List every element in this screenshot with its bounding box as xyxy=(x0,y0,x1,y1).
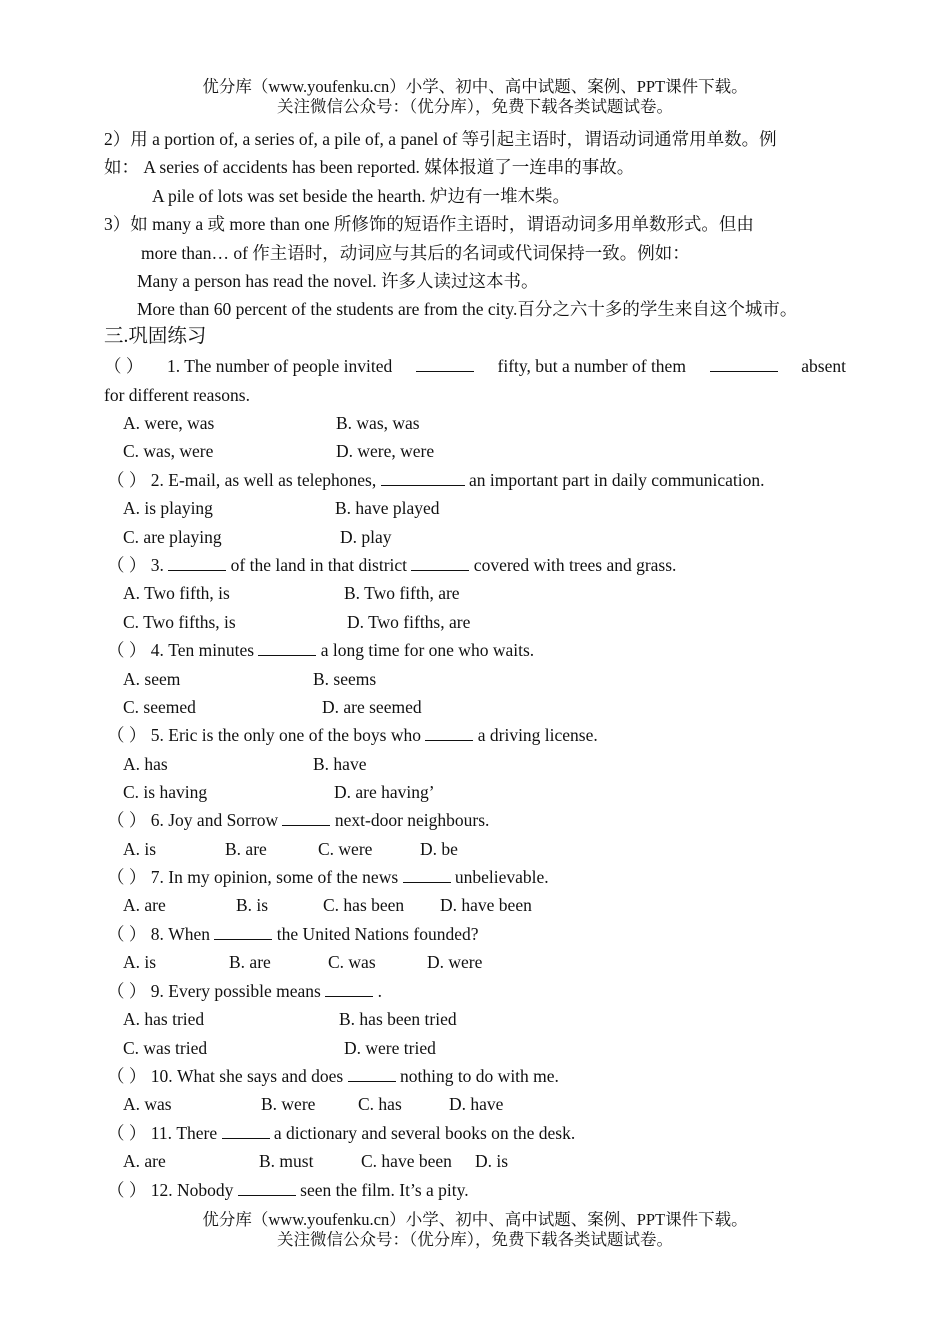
question-text: unbelievable. xyxy=(454,867,549,887)
question-text: 4. Ten minutes xyxy=(150,640,255,660)
answer-paren[interactable]: （ ） xyxy=(107,924,147,944)
answer-blank xyxy=(710,355,778,372)
question-text: . xyxy=(377,981,382,1001)
note-3-line-4: More than 60 percent of the students are from the city.百分之六十多的学生来自这个城市。 xyxy=(137,299,798,319)
answer-paren[interactable]: （ ） xyxy=(104,356,144,376)
option-d[interactable]: D. were tried xyxy=(344,1038,436,1058)
question-text: 12. Nobody xyxy=(150,1180,234,1200)
question-1 xyxy=(104,355,846,377)
option-c[interactable]: C. was, were xyxy=(123,441,214,461)
option-a[interactable]: A. is playing xyxy=(123,498,213,518)
option-c[interactable]: C. Two fifths, is xyxy=(123,612,236,632)
answer-blank xyxy=(258,639,316,656)
question-text: of the land in that district xyxy=(230,555,408,575)
answer-paren[interactable]: （ ） xyxy=(107,810,147,830)
question-text: 10. What she says and does xyxy=(150,1066,344,1086)
answer-paren[interactable]: （ ） xyxy=(107,867,147,887)
question-text: 3. xyxy=(150,555,164,575)
question-6 xyxy=(107,809,489,831)
option-b[interactable]: B. are xyxy=(229,952,271,972)
question-12 xyxy=(107,1179,469,1201)
answer-paren[interactable]: （ ） xyxy=(107,640,147,660)
answer-blank xyxy=(214,923,272,940)
question-4 xyxy=(107,639,534,661)
question-text: 6. Joy and Sorrow xyxy=(150,810,279,830)
option-d[interactable]: D. were xyxy=(427,952,483,972)
note-3-line-1: 3）如 many a 或 more than one 所修饰的短语作主语时，谓语动词多用单数形式。但由 xyxy=(104,214,754,234)
option-c[interactable]: C. was tried xyxy=(123,1038,208,1058)
header-line-2: 关注微信公众号：（优分库），免费下载各类试题试卷。 xyxy=(277,97,673,116)
question-text: 11. There xyxy=(150,1123,218,1143)
question-text: 9. Every possible means xyxy=(150,981,321,1001)
option-b[interactable]: B. seems xyxy=(313,669,377,689)
answer-paren[interactable]: （ ） xyxy=(107,1066,147,1086)
option-c[interactable]: C. has xyxy=(358,1094,402,1114)
question-text: fifty, but a number of them xyxy=(497,356,686,376)
question-text: 7. In my opinion, some of the news xyxy=(150,867,399,887)
footer-line-1: 优分库（www.youfenku.cn）小学、初中、高中试题、案例、PPT课件下载。 xyxy=(202,1210,748,1229)
note-2-line-1 xyxy=(104,128,846,150)
option-d[interactable]: D. are seemed xyxy=(322,697,422,717)
option-a[interactable]: A. is xyxy=(123,952,157,972)
answer-blank xyxy=(325,980,373,997)
question-9 xyxy=(107,980,382,1002)
question-11 xyxy=(107,1122,575,1144)
option-a[interactable]: A. has tried xyxy=(123,1009,205,1029)
option-d[interactable]: D. have xyxy=(449,1094,504,1114)
answer-blank xyxy=(348,1065,396,1082)
question-7 xyxy=(107,866,549,888)
question-text: a driving license. xyxy=(477,725,598,745)
question-2 xyxy=(107,469,764,491)
question-text: covered with trees and grass. xyxy=(473,555,677,575)
option-d[interactable]: D. be xyxy=(420,839,458,859)
answer-blank xyxy=(403,866,451,883)
option-b[interactable]: B. are xyxy=(225,839,267,859)
answer-blank xyxy=(168,554,226,571)
question-text: absent xyxy=(801,356,846,376)
answer-paren[interactable]: （ ） xyxy=(107,1123,147,1143)
question-text: the United Nations founded? xyxy=(276,924,479,944)
note-2-line-2: 如： A series of accidents has been reported. 媒体报道了一连串的事故。 xyxy=(104,157,635,177)
answer-blank xyxy=(416,355,474,372)
option-c[interactable]: C. were xyxy=(318,839,373,859)
option-d[interactable]: D. were, were xyxy=(336,441,435,461)
note-3-line-3: Many a person has read the novel. 许多人读过这本书。 xyxy=(137,271,539,291)
option-d[interactable]: D. is xyxy=(475,1151,509,1171)
option-a[interactable]: A. was xyxy=(123,1094,172,1114)
answer-blank xyxy=(282,809,330,826)
footer-line-2: 关注微信公众号：（优分库），免费下载各类试题试卷。 xyxy=(277,1230,673,1249)
option-c[interactable]: C. have been xyxy=(361,1151,452,1171)
option-b[interactable]: B. must xyxy=(259,1151,314,1171)
option-b[interactable]: B. Two fifth, are xyxy=(344,583,460,603)
question-text: 1. The number of people invited xyxy=(167,356,393,376)
answer-blank xyxy=(222,1122,270,1139)
question-text: a dictionary and several books on the desk. xyxy=(273,1123,576,1143)
question-text: 2. E-mail, as well as telephones, xyxy=(150,470,377,490)
question-3 xyxy=(107,554,676,576)
option-c[interactable]: C. has been xyxy=(323,895,405,915)
option-b[interactable]: B. were xyxy=(261,1094,316,1114)
answer-blank xyxy=(425,724,473,741)
option-a[interactable]: A. are xyxy=(123,895,166,915)
option-c[interactable]: C. is having xyxy=(123,782,208,802)
option-a[interactable]: A. Two fifth, is xyxy=(123,583,230,603)
option-c[interactable]: C. was xyxy=(328,952,376,972)
option-b[interactable]: B. have xyxy=(313,754,367,774)
header-line-1: 优分库（www.youfenku.cn）小学、初中、高中试题、案例、PPT课件下载。 xyxy=(202,77,748,96)
answer-blank xyxy=(238,1179,296,1196)
answer-blank xyxy=(411,554,469,571)
question-8 xyxy=(107,923,478,945)
question-text: next-door neighbours. xyxy=(334,810,490,830)
question-text: an important part in daily communication. xyxy=(469,470,765,490)
question-text: 5. Eric is the only one of the boys who xyxy=(150,725,421,745)
answer-paren[interactable]: （ ） xyxy=(107,725,147,745)
note-2-line-3: A pile of lots was set beside the hearth. 炉边有一堆木柴。 xyxy=(152,186,570,206)
option-c[interactable]: C. seemed xyxy=(123,697,196,717)
option-d[interactable]: D. Two fifths, are xyxy=(347,612,471,632)
question-text: 8. When xyxy=(150,924,211,944)
answer-paren[interactable]: （ ） xyxy=(107,981,147,1001)
option-b[interactable]: B. is xyxy=(236,895,269,915)
option-a[interactable]: A. were, was xyxy=(123,413,215,433)
answer-blank xyxy=(381,469,465,486)
option-b[interactable]: B. has been tried xyxy=(339,1009,457,1029)
answer-paren[interactable]: （ ） xyxy=(107,1180,147,1200)
option-a[interactable]: A. is xyxy=(123,839,157,859)
option-d[interactable]: D. have been xyxy=(440,895,532,915)
section-title: 三.巩固练习 xyxy=(104,326,207,347)
question-text: nothing to do with me. xyxy=(399,1066,559,1086)
option-d[interactable]: D. are having’ xyxy=(334,782,435,802)
option-b[interactable]: B. was, was xyxy=(336,413,420,433)
answer-paren[interactable]: （ ） xyxy=(107,470,147,490)
answer-paren[interactable]: （ ） xyxy=(107,555,147,575)
question-text: a long time for one who waits. xyxy=(320,640,535,660)
question-5 xyxy=(107,724,598,746)
question-text: seen the film. It’s a pity. xyxy=(300,1180,469,1200)
question-1-continued: for different reasons. xyxy=(104,385,250,405)
option-b[interactable]: B. have played xyxy=(335,498,440,518)
question-10 xyxy=(107,1065,559,1087)
option-c[interactable]: C. are playing xyxy=(123,527,222,547)
option-a[interactable]: A. has xyxy=(123,754,168,774)
note-2-text: 2）用 a portion of, a series of, a pile of, a panel of 等引起主语时，谓语动词通常用单数。例 xyxy=(104,129,777,149)
option-a[interactable]: A. are xyxy=(123,1151,166,1171)
option-d[interactable]: D. play xyxy=(340,527,392,547)
option-a[interactable]: A. seem xyxy=(123,669,181,689)
note-3-line-2: more than… of 作主语时，动词应与其后的名词或代词保持一致。例如： xyxy=(141,243,690,263)
